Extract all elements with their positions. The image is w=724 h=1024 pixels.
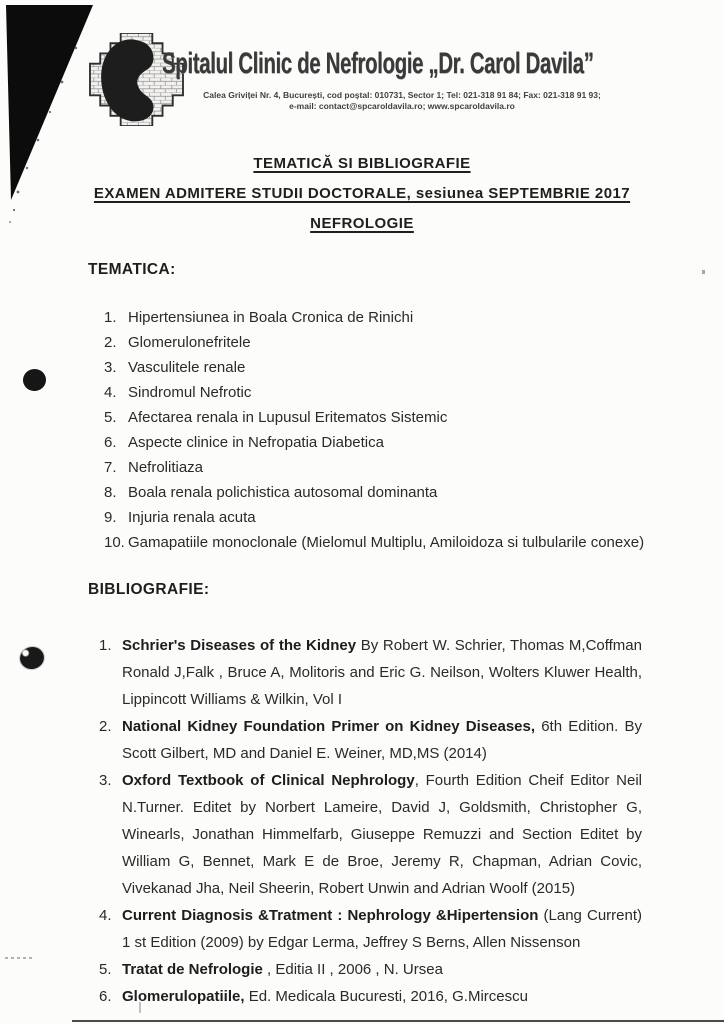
tematica-item: 9. Injuria renala acuta	[104, 509, 256, 526]
tematica-heading: TEMATICA:	[88, 261, 176, 278]
bibliografie-item: 1. Schrier's Diseases of the Kidney By Robert W. Schrier, Thomas M,Coffman Ronald J,Falk , Bruce A, Molitoris and Eric G. Neilson, Wolters Kluwer Health, Lippincott Williams & Wilkin, Vol I	[99, 637, 642, 708]
tematica-item: 3. Vasculitele renale	[104, 359, 246, 376]
punch-hole-mark	[18, 645, 46, 672]
bibliografie-list	[99, 632, 642, 1010]
document-titles	[0, 149, 724, 239]
book-title: Glomerulopatiile,	[122, 988, 245, 1005]
title-line-2: EXAMEN ADMITERE STUDII DOCTORALE, sesiunea SEPTEMBRIE 2017	[93, 185, 631, 202]
bibliografie-item: 3. Oxford Textbook of Clinical Nephrology, Fourth Edition Cheif Editor Neil N.Turner. Editet by Norbert Lameire, David J, Goldsmith, Christopher G, Winearls, Jonathan Himmelfarb, Giuseppe Remuzzi and Section Editet by William G, Bennet, Mark E de Broe, Jeremy R, Chapman, Adrian Covic, Vivekanad Jha, Neil Sheerin, Robert Unwin and Adrian Woolf (2015)	[99, 772, 642, 897]
tematica-item: 5. Afectarea renala in Lupusul Eritematos Sistemic	[104, 409, 448, 426]
book-details: 6th Edition. By Scott Gilbert, MD and Daniel E. Weiner, MD,MS (2014)	[122, 718, 642, 762]
bibliografie-heading: BIBLIOGRAFIE:	[88, 581, 210, 598]
book-details: Ed. Medicala Bucuresti, 2016, G.Mircescu	[244, 988, 528, 1005]
title-line-1: TEMATICĂ SI BIBLIOGRAFIE	[253, 155, 471, 172]
bibliografie-item: 5. Tratat de Nefrologie , Editia II , 2006 , N. Ursea	[99, 961, 443, 978]
book-title: Oxford Textbook of Clinical Nephrology	[122, 772, 415, 789]
tematica-item: 6. Aspecte clinice in Nefropatia Diabetica	[104, 434, 384, 451]
scan-bottom-edge	[72, 1020, 724, 1022]
bibliografie-item: 6. Glomerulopatiile, Ed. Medicala Bucuresti, 2016, G.Mircescu	[99, 988, 528, 1005]
address-line-1: Calea Griviței Nr. 4, București, cod poștal: 010731, Sector 1; Tel: 021-318 91 84; Fax: 021-318 91 93;	[203, 90, 601, 100]
tematica-list	[104, 305, 649, 555]
tematica-item: 10. Gamapatiile monoclonale (Mielomul Multiplu, Amiloidoza si tulbularile conexe)	[104, 534, 645, 551]
scan-speckles	[5, 946, 49, 950]
book-details: , Editia II , 2006 , N. Ursea	[262, 961, 443, 978]
letterhead-address	[186, 90, 618, 112]
tematica-item: 7. Nefrolitiaza	[104, 459, 204, 476]
tematica-item: 1. Hipertensiunea in Boala Cronica de Rinichi	[104, 309, 414, 326]
tematica-item: 4. Sindromul Nefrotic	[104, 384, 252, 401]
tematica-item: 8. Boala renala polichistica autosomal dominanta	[104, 484, 438, 501]
book-title: Schrier's Diseases of the Kidney	[122, 637, 357, 654]
punch-hole-mark	[22, 368, 48, 393]
book-title: National Kidney Foundation Primer on Kidney Diseases,	[122, 718, 536, 735]
title-line-3: NEFROLOGIE	[310, 215, 414, 232]
address-line-2: e-mail: contact@spcaroldavila.ro; www.spcaroldavila.ro	[289, 101, 515, 111]
hospital-name: Spitalul Clinic de Nefrologie „Dr. Carol Davila”	[162, 47, 594, 80]
book-details: (Lang Current) 1 st Edition (2009) by Edgar Lerma, Jeffrey S Berns, Allen Nissenson	[122, 907, 642, 951]
bibliografie-item: 2. National Kidney Foundation Primer on Kidney Diseases, 6th Edition. By Scott Gilbert, MD and Daniel E. Weiner, MD,MS (2014)	[99, 718, 642, 762]
bibliografie-item: 4. Current Diagnosis &Tratment : Nephrology &Hipertension (Lang Current) 1 st Edition (2009) by Edgar Lerma, Jeffrey S Berns, Allen Nissenson	[99, 907, 642, 951]
tematica-item: 2. Glomerulonefritele	[104, 334, 251, 351]
book-details: , Fourth Edition Cheif Editor Neil N.Turner. Editet by Norbert Lameire, David J, Goldsmith, Christopher G, Winearls, Jonathan Himmelfarb, Giuseppe Remuzzi and Section Editet by William G, Bennet, Mark E de Broe, Jeremy R, Chapman, Adrian Covic, Vivekanad Jha, Neil Sheerin, Robert Unwin and Adrian Woolf (2015)	[122, 772, 642, 897]
book-title: Tratat de Nefrologie	[122, 961, 263, 978]
book-title: Current Diagnosis &Tratment : Nephrology &Hipertension	[122, 907, 539, 924]
scan-speck	[702, 270, 705, 274]
book-details: By Robert W. Schrier, Thomas M,Coffman Ronald J,Falk , Bruce A, Molitoris and Eric G. Neilson, Wolters Kluwer Health, Lippincott Williams & Wilkin, Vol I	[122, 637, 642, 708]
